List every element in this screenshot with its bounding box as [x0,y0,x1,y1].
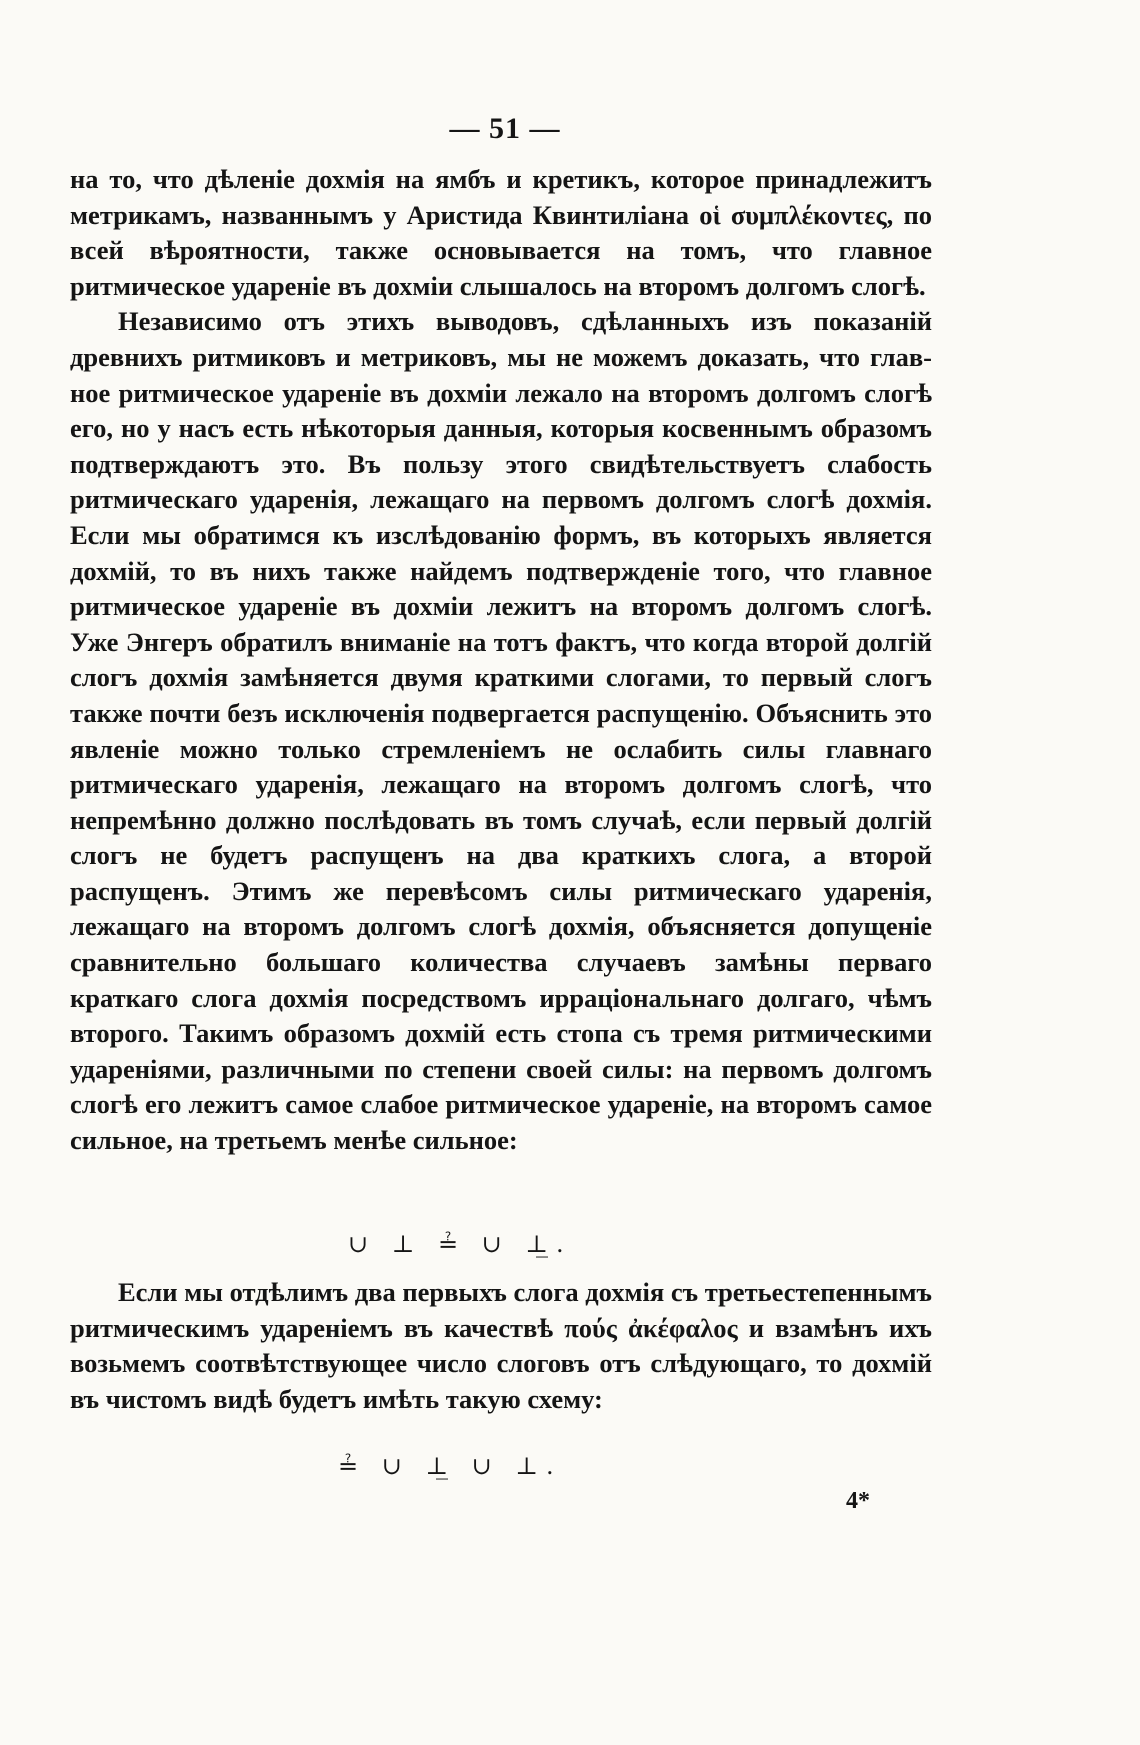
second-text-block [70,1275,932,1417]
paragraph-2: Независимо отъ этихъ выводовъ, сдѣланныхъ изъ показаній древнихъ ритмиковъ и метриковъ, мы не можемъ доказать, что главное ритмическое удареніе въ дохміи лежало на второмъ долгомъ слогѣ его, но у насъ есть нѣкоторыя данныя, которыя косвеннымъ образомъ подтверждаютъ это. Въ пользу этого свидѣтельствуетъ слабость ритмическаго ударенія, лежащаго на первомъ долгомъ слогѣ дохмія. Если мы обратимся къ изслѣдованію формъ, въ которыхъ является дохмій, то въ нихъ также найдемъ подтвержденіе того, что главное ритмическое удареніе въ дохміи лежитъ на второмъ долгомъ слогѣ. Уже Энгеръ обратилъ вниманіе на тотъ фактъ, что когда второй долгій слогъ дохмія замѣняется двумя краткими слогами, то первый слогъ также почти безъ исключенія подвергается распущенію. Объяснить это явленіе можно только стремленіемъ не ослабить силы главнаго ритмическаго ударенія, лежащаго на второмъ долгомъ слогѣ, что непремѣнно должно послѣдовать въ томъ случаѣ, если первый долгій слогъ не будетъ распущенъ на два краткихъ слога, а второй распущенъ. Этимъ же перевѣсомъ силы ритмическаго ударенія, лежащаго на второмъ долгомъ слогѣ дохмія, объясняется допущеніе сравнительно большаго количества случаевъ замѣны перваго краткаго слога дохмія посредствомъ ирраціональнаго долгаго, чѣмъ второго. Такимъ образомъ дохмій есть стопа съ тремя ритмическими удареніями, различными по степени своей силы: на первомъ долгомъ слогѣ его лежитъ самое слабое ритмическое удареніе, на второмъ самое сильное, на третьемъ менѣе сильное: [70,306,932,1156]
printer-signature: 4* [846,1488,870,1514]
metrical-scheme-1: ∪ ⊥ ≟ ∪ ⊥̲. [348,1230,572,1258]
paragraph-3: Если мы отдѣлимъ два первыхъ слога дохмія съ третьестепеннымъ ритмическимъ удареніемъ въ качествѣ πούς ἀκέφαλος и взамѣнъ ихъ возьмемъ соотвѣтствующее число слоговъ отъ слѣдующаго, то дохмій въ чистомъ видѣ будетъ имѣть такую схему: [70,1277,932,1414]
page-number: — 51 — [449,112,561,145]
main-text-block [70,162,932,1159]
paragraph-1: на то, что дѣленіе дохмія на ямбъ и кретикъ, которое принадлежитъ метрикамъ, названнымъ у Аристида Квинтиліана οἱ συμπλέκοντες, по всей вѣроятности, также основывается на томъ, что главное ритмическое удареніе въ дохміи слышалось на второмъ долгомъ слогѣ. [70,164,932,301]
metrical-scheme-2: ≟ ∪ ⊥̲ ∪ ⊥. [338,1452,562,1480]
